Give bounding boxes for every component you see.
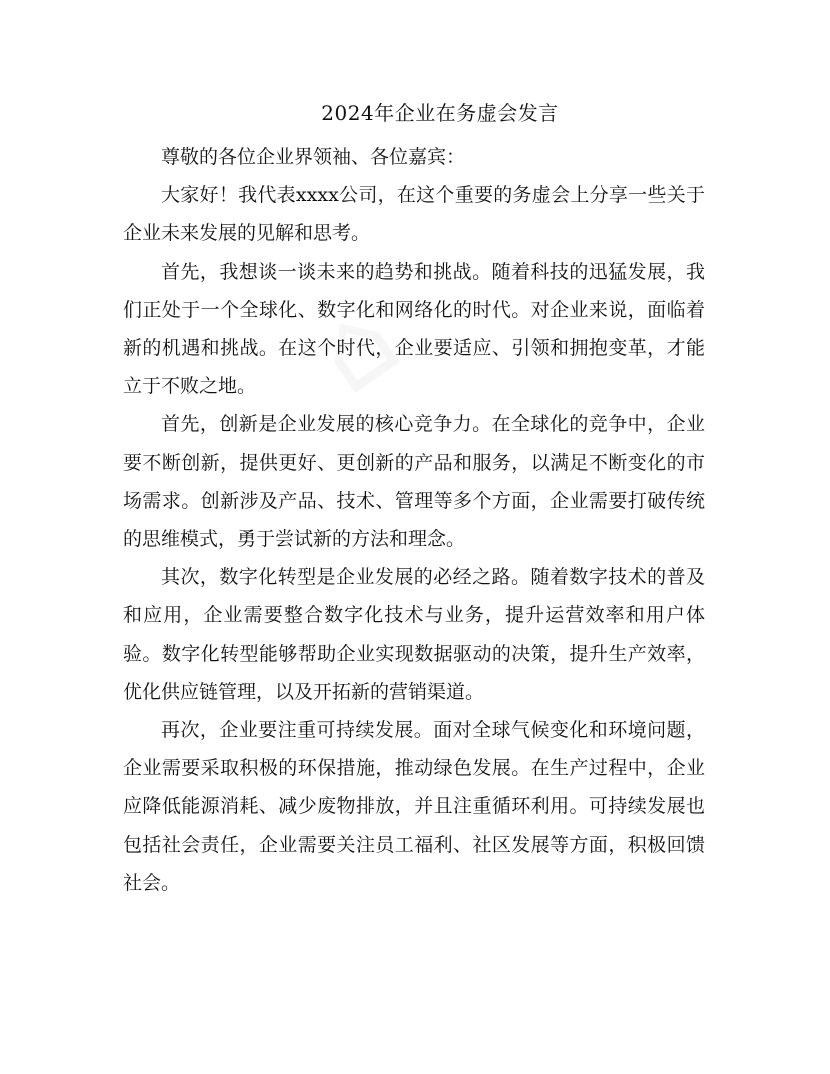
document-title: 2024年企业在务虚会发言 [321, 101, 559, 125]
digital-transformation-paragraph: 其次，数字化转型是企业发展的必经之路。随着数字技术的普及和应用，企业需要整合数字化技术与业务，提升运营效率和用户体验。数字化转型能够帮助企业实现数据驱动的决策，提升生产效率，优化供应链管理，以及开拓新的营销渠道。 [123, 566, 705, 703]
sustainability-paragraph: 再次，企业要注重可持续发展。面对全球气候变化和环境问题，企业需要采取积极的环保措施，推动绿色发展。在生产过程中，企业应降低能源消耗、减少废物排放，并且注重循环利用。可持续发展也包括社会责任，企业需要关注员工福利、社区发展等方面，积极回馈社会。 [123, 719, 705, 894]
trends-paragraph: 首先，我想谈一谈未来的趋势和挑战。随着科技的迅猛发展，我们正处于一个全球化、数字化和网络化的时代。对企业来说，面临着新的机遇和挑战。在这个时代，企业要适应、引领和拥抱变革，才能立于不败之地。 [123, 260, 705, 398]
salutation-paragraph: 尊敬的各位企业界领袖、各位嘉宾： [161, 146, 466, 168]
document-body [123, 138, 705, 902]
greeting-paragraph: 大家好！我代表xxxx公司，在这个重要的务虚会上分享一些关于企业未来发展的见解和思考。 [123, 184, 705, 245]
innovation-paragraph: 首先，创新是企业发展的核心竞争力。在全球化的竞争中，企业要不断创新，提供更好、更创新的产品和服务，以满足不断变化的市场需求。创新涉及产品、技术、管理等多个方面，企业需要打破传统的思维模式，勇于尝试新的方法和理念。 [123, 413, 705, 551]
